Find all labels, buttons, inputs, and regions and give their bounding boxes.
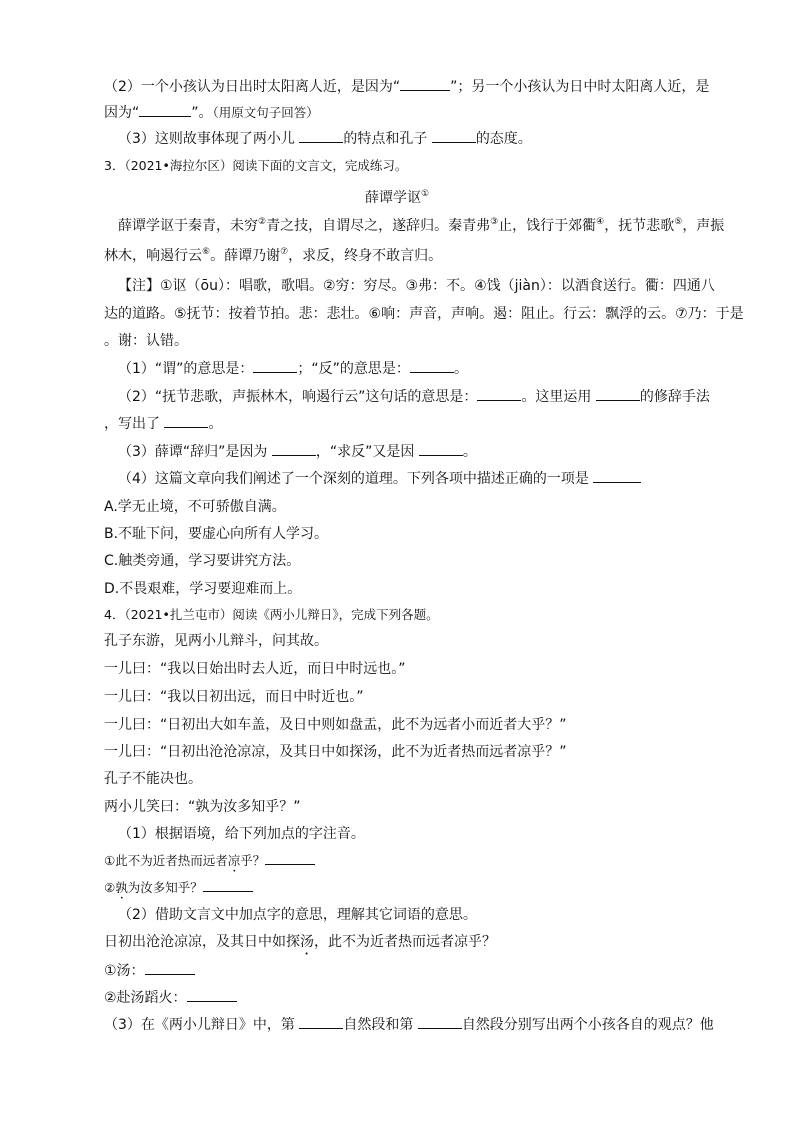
text: ，此不为近者热而远者凉乎？ xyxy=(314,934,496,950)
text: 自然段和第 xyxy=(343,1017,418,1033)
q2-part3 xyxy=(118,128,532,150)
text: ①汤： xyxy=(104,963,145,979)
q4-sub3 xyxy=(104,1014,714,1036)
dotted-char: 汤 xyxy=(300,934,314,950)
footnote-marker: ④ xyxy=(596,217,605,227)
answer-blank[interactable] xyxy=(187,987,237,1002)
answer-blank[interactable] xyxy=(596,386,640,401)
answer-blank[interactable] xyxy=(265,850,315,865)
q4-header xyxy=(104,604,439,626)
q4-sub1-question xyxy=(118,823,365,845)
q2-part2-line1 xyxy=(104,76,709,98)
q4-sub2-item2 xyxy=(104,987,237,1009)
text: ② xyxy=(104,880,116,895)
text: （1）根据语境，给下列加点的字注音。 xyxy=(118,826,365,842)
text: 日初出沧沧凉凉，及其日中如探 xyxy=(104,934,300,950)
q4-passage-line xyxy=(104,630,328,652)
text: 因为“ xyxy=(104,105,140,121)
answer-blank[interactable] xyxy=(299,128,343,143)
text: 自然段分别写出两个小孩各自的观点？他 xyxy=(461,1017,714,1033)
text: ，抚节悲歌 xyxy=(604,218,675,234)
answer-blank[interactable] xyxy=(253,358,297,373)
text: 的态度。 xyxy=(475,131,532,147)
q4-passage-line xyxy=(104,741,567,763)
q3-option-c[interactable] xyxy=(104,550,300,572)
q4-sub2-question xyxy=(118,904,477,926)
text: 。薛谭乃谢 xyxy=(210,248,281,264)
text: （2）一个小孩认为日出时太阳离人近，是因为“ xyxy=(104,79,401,95)
text: 一儿曰：“日初出大如车盖，及日中则如盘盂，此不为远者小而近者大乎？” xyxy=(104,717,567,733)
footnote-marker: ⑤ xyxy=(674,217,683,227)
text: 孔子不能决也。 xyxy=(104,771,202,787)
text: （4）这篇文章向我们阐述了一个深刻的道理。下列各项中描述正确的一项是 xyxy=(118,471,594,487)
q4-passage-line xyxy=(104,714,567,736)
text: 一儿曰：“我以日始出时去人近，而日中时远也。” xyxy=(104,661,406,677)
answer-blank[interactable] xyxy=(164,413,208,428)
answer-blank[interactable] xyxy=(299,1014,343,1029)
option-text: B.不耻下问，要虚心向所有人学习。 xyxy=(104,526,329,542)
text: 。 xyxy=(462,444,477,460)
footnote-marker: ① xyxy=(420,189,430,199)
text: 的特点和孔子 xyxy=(343,131,432,147)
text: 。 xyxy=(453,361,468,377)
answer-blank[interactable] xyxy=(419,441,463,456)
footnote-marker: ⑥ xyxy=(202,247,211,257)
text: （2）“抚节悲歌，声振林木，响遏行云”这句话的意思是： xyxy=(118,389,478,405)
answer-blank[interactable] xyxy=(272,441,316,456)
answer-blank[interactable] xyxy=(145,960,195,975)
text: 的修辞手法 xyxy=(639,389,710,405)
text: 。 xyxy=(208,416,223,432)
q4-sub1-item1 xyxy=(104,850,315,875)
text: ，声振 xyxy=(682,218,725,234)
text: ”。 xyxy=(191,105,213,121)
text: （2）借助文言文中加点字的意思，理解其它词语的意思。 xyxy=(118,907,477,923)
note-text: （用原文句子回答） xyxy=(212,105,319,120)
text: ①此不为近者热而远者 xyxy=(104,853,228,868)
text: 为汝多知乎？ xyxy=(127,880,203,895)
q4-sub2-item1 xyxy=(104,960,195,982)
q3-title xyxy=(0,183,794,209)
q2-part2-line2 xyxy=(104,102,319,124)
q3-passage-line1 xyxy=(118,211,724,237)
q4-passage-line xyxy=(104,796,301,818)
option-text: C.触类旁通，学习要讲究方法。 xyxy=(104,553,301,569)
footnote-marker: ⑦ xyxy=(280,247,289,257)
text: ”；另一个小孩认为日中时太阳离人近，是 xyxy=(450,79,710,95)
option-text: D.不畏艰难，学习要迎难而上。 xyxy=(104,581,302,597)
q3-option-d[interactable] xyxy=(104,578,301,600)
text: ②赴汤蹈火： xyxy=(104,990,187,1006)
text: 林木，响遏行云 xyxy=(104,248,202,264)
q3-notes-line2 xyxy=(104,303,744,325)
answer-blank[interactable] xyxy=(418,1014,462,1029)
q3-notes-line3 xyxy=(104,330,188,352)
q3-header xyxy=(104,155,407,177)
dotted-char: 凉 xyxy=(227,853,241,868)
text: （3）在《两小儿辩日》中，第 xyxy=(104,1017,300,1033)
text: 止，饯行于郊衢 xyxy=(498,218,597,234)
text: ，写出了 xyxy=(104,416,165,432)
text: 一儿曰：“日初出沧沧凉凉，及其日中如探汤，此不为近者热而远者凉乎？” xyxy=(104,744,567,760)
option-text: A.学无止境，不可骄傲自满。 xyxy=(104,499,286,515)
text: ，求反，终身不敢言归。 xyxy=(288,248,443,264)
q4-passage-line xyxy=(104,658,406,680)
passage-title: 薛谭学讴 xyxy=(364,190,421,206)
dotted-char: 孰 xyxy=(115,880,128,895)
answer-blank[interactable] xyxy=(432,128,476,143)
answer-blank[interactable] xyxy=(400,76,450,91)
footnote-marker: ③ xyxy=(490,217,499,227)
answer-blank[interactable] xyxy=(593,468,641,483)
answer-blank[interactable] xyxy=(477,386,521,401)
q3-sub1 xyxy=(118,358,468,380)
text: （3）这则故事体现了两小儿 xyxy=(118,131,300,147)
text: 。这里运用 xyxy=(521,389,596,405)
q4-sub1-item2 xyxy=(104,877,253,902)
notes-text: 。谢：认错。 xyxy=(104,333,188,349)
q3-passage-line2 xyxy=(104,241,442,267)
q3-sub3 xyxy=(118,441,477,463)
q3-option-b[interactable] xyxy=(104,523,328,545)
q3-sub2-line1 xyxy=(118,386,710,408)
text: 薛谭学讴于秦青，未穷 xyxy=(118,218,258,234)
notes-text: 【注】①讴（ōu）：唱歌，歌唱。②穷：穷尽。③弗：不。④饯（jiàn）：以酒食送行。衢：四通八 xyxy=(118,278,715,294)
answer-blank[interactable] xyxy=(410,358,454,373)
q3-option-a[interactable] xyxy=(104,496,286,518)
text: 青之技，自谓尽之，遂辞归。秦青弗 xyxy=(266,218,491,234)
text: （1）“谓”的意思是： xyxy=(118,361,254,377)
answer-blank[interactable] xyxy=(139,102,191,117)
text: （3）薛谭“辞归”是因为 xyxy=(118,444,272,460)
q3-sub4 xyxy=(118,468,641,490)
text: ，“求反”又是因 xyxy=(315,444,419,460)
answer-blank[interactable] xyxy=(203,877,253,892)
text: 一儿曰：“我以日初出远，而日中时近也。” xyxy=(104,689,364,705)
text: 两小儿笑曰：“孰为汝多知乎？” xyxy=(104,799,301,815)
text: ；“反”的意思是： xyxy=(297,361,410,377)
q4-passage-line xyxy=(104,768,202,790)
q4-sub2-sentence xyxy=(104,931,496,958)
q4-passage-line xyxy=(104,686,364,708)
question-header: 3．（2021•海拉尔区）阅读下面的文言文，完成练习。 xyxy=(104,158,408,173)
question-header: 4．（2021•扎兰屯市）阅读《两小儿辩日》，完成下列各题。 xyxy=(104,607,439,622)
text: 孔子东游，见两小儿辩斗，问其故。 xyxy=(104,633,328,649)
notes-text: 达的道路。⑤抚节：按着节拍。悲：悲壮。⑥响：声音，声响。遏：阻止。行云：飘浮的云。⑦乃：于是 xyxy=(104,306,744,322)
q3-notes-line1 xyxy=(118,275,715,297)
text: 乎？ xyxy=(240,853,266,868)
q3-sub2-line2 xyxy=(104,413,222,435)
footnote-marker: ② xyxy=(258,217,267,227)
